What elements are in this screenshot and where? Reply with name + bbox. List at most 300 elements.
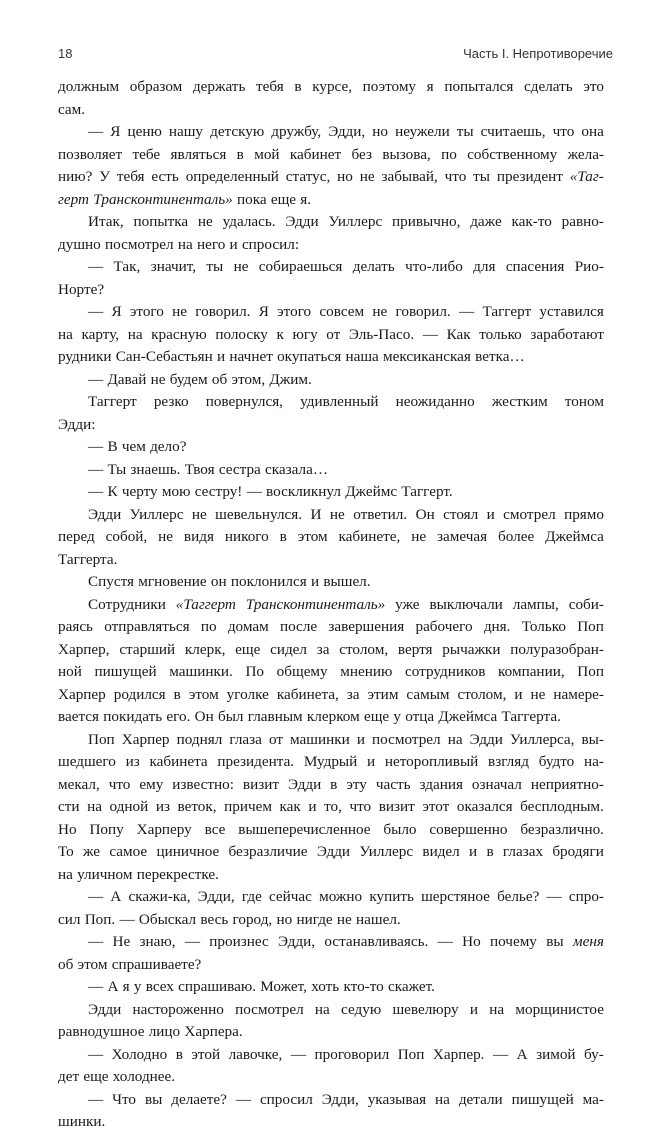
word: герт (58, 190, 90, 208)
word: Я (111, 303, 122, 320)
word: Таггерт (88, 393, 137, 410)
word: что (349, 798, 372, 815)
text-line (58, 976, 604, 999)
word: мексиканская (383, 348, 471, 365)
word: взгляд (488, 753, 529, 770)
word: образом (129, 78, 183, 95)
word: сказала… (265, 460, 329, 478)
text-line (58, 256, 604, 279)
word: намере- (553, 685, 604, 703)
word: не (191, 505, 207, 523)
word: шевельнулся. (215, 505, 303, 523)
word: этом, (231, 370, 266, 388)
word: спрашиваю. (178, 978, 257, 995)
word: на (435, 1090, 450, 1108)
word: считаешь, (480, 123, 546, 140)
word: но (337, 168, 353, 185)
word: ответил. (353, 505, 408, 523)
word: в (173, 685, 181, 703)
word: кабинете, (338, 528, 401, 545)
word: указывая (367, 1090, 427, 1108)
word: — (290, 1045, 307, 1063)
word: известно: (172, 775, 234, 793)
word: и (217, 348, 226, 365)
word: на (127, 325, 143, 343)
word: посмотрел (105, 235, 174, 253)
word: не (359, 168, 375, 185)
word: более (498, 528, 535, 545)
word: — (184, 933, 200, 950)
word: проговорил (314, 1045, 390, 1063)
word: тебя (256, 78, 284, 95)
word: неожиданно (395, 393, 475, 410)
word: но (276, 910, 293, 928)
text-line (58, 189, 604, 212)
word: тебя (116, 168, 145, 185)
word: не (172, 303, 187, 320)
word: Только (521, 618, 566, 635)
word: безразличие (228, 843, 308, 860)
word: машинки. (169, 663, 233, 680)
word: душно (58, 235, 101, 253)
word: спросил (259, 1090, 313, 1108)
word: Ты (107, 460, 127, 478)
word: на (314, 1000, 330, 1018)
word: не (150, 370, 166, 388)
word: детали (458, 1090, 503, 1108)
text-line (58, 796, 604, 819)
word: морщинистое (515, 1000, 604, 1018)
word: хоть (311, 978, 340, 995)
page-number: 18 (58, 46, 73, 61)
word: пишущей (94, 663, 157, 680)
word: — (437, 933, 453, 950)
word: и (229, 235, 238, 253)
text-line (58, 954, 604, 977)
word: не (158, 528, 174, 545)
word: равнодушное (58, 1023, 145, 1040)
word: на (447, 730, 463, 748)
text-line (58, 1066, 604, 1089)
word: бу- (584, 1045, 604, 1063)
word: для (473, 258, 496, 275)
word: визит (242, 775, 279, 793)
word: Эдди (285, 213, 319, 230)
word: неторопливый (384, 753, 479, 770)
word: Уиллерс (359, 843, 414, 860)
word: сидел (270, 640, 307, 658)
word: все (204, 820, 226, 838)
word: часть (375, 775, 411, 793)
word: дело? (150, 438, 187, 455)
word: шедшего (58, 753, 116, 770)
word: без (351, 145, 372, 163)
word: поэтому (362, 78, 417, 95)
word: Поп (577, 618, 604, 635)
word: выключали (429, 595, 503, 613)
word: Норте? (58, 280, 105, 298)
word: сотрудников (405, 663, 486, 680)
word: веток, (177, 798, 217, 815)
text-line (58, 661, 604, 684)
word: значит, (150, 258, 197, 275)
word: видел (422, 843, 460, 860)
word: собой, (105, 528, 148, 545)
word: оказался (456, 798, 513, 815)
word: мой (254, 145, 280, 163)
word: — (88, 1045, 104, 1063)
text-line (58, 414, 604, 437)
word: будто (538, 753, 575, 770)
word: — (492, 1045, 509, 1063)
word: этом (188, 685, 219, 703)
word: циничное (156, 843, 220, 860)
word: будем (169, 370, 208, 388)
word: то, (324, 798, 342, 815)
word: тоном (564, 393, 604, 410)
word: нию? (58, 168, 93, 185)
word: столом, (339, 640, 389, 658)
word: черту (121, 483, 158, 500)
word: И (310, 505, 322, 523)
word: не (411, 528, 427, 545)
word: бесплодным. (520, 798, 604, 815)
word: должным (58, 78, 120, 95)
word: неужели (395, 123, 450, 140)
word: к (276, 325, 284, 343)
word: я (122, 978, 130, 995)
word: Таггерт. (401, 483, 453, 500)
word: у (393, 708, 402, 725)
word: «Таг- (569, 168, 604, 185)
word: жестким (491, 393, 548, 410)
word: жела- (567, 145, 604, 163)
word: произнес (209, 933, 269, 950)
word: Я (258, 303, 269, 320)
word: кабинета (149, 753, 208, 770)
word: причем (224, 798, 272, 815)
word: Харпер (121, 730, 170, 748)
word: скажет. (388, 978, 435, 995)
word: но (372, 123, 389, 140)
word: неприятно- (530, 775, 604, 793)
word: где (241, 888, 262, 905)
word: А (516, 1045, 528, 1063)
word: — (88, 933, 104, 950)
word: посмотрел (372, 730, 441, 748)
word: одной (109, 798, 149, 815)
text-line (58, 729, 604, 752)
word: кто-то (343, 978, 384, 995)
word: По (245, 663, 265, 680)
word: в (175, 1045, 183, 1063)
word: не (336, 910, 352, 928)
word: не (372, 303, 388, 320)
word: этом (297, 528, 328, 545)
word: — (458, 303, 475, 320)
text-line (58, 436, 604, 459)
word: знаешь. (130, 460, 181, 478)
text-line (58, 819, 604, 842)
word: Эдди: (58, 415, 96, 433)
word: держать (192, 78, 246, 95)
word: купить (369, 888, 414, 905)
word: всех (145, 978, 174, 995)
word: — (235, 1090, 252, 1108)
word: сделать (524, 78, 573, 95)
text-line (58, 279, 604, 302)
word: Поп (88, 730, 115, 748)
word: Обыскал (138, 910, 197, 928)
word: здания (419, 775, 463, 793)
text-line (58, 886, 604, 909)
word: настороженно (132, 1000, 224, 1018)
word: что (444, 168, 467, 185)
word: делать (352, 258, 395, 275)
word: было (383, 820, 417, 838)
word: еще (363, 708, 390, 725)
text-line (58, 774, 604, 797)
word: дет (58, 1068, 80, 1085)
word: мекал, (58, 775, 100, 793)
text-line (58, 526, 604, 549)
word: Твоя (184, 460, 215, 478)
word: визит (378, 798, 415, 815)
word: стоял (443, 505, 479, 523)
word: югу (292, 325, 318, 343)
text-line (58, 864, 604, 887)
text-line (58, 99, 604, 122)
word: мнению (340, 663, 393, 680)
word: поднял (176, 730, 223, 748)
word: Харпер. (432, 1045, 485, 1063)
word: покидать (103, 708, 163, 725)
word: шинки. (58, 1113, 106, 1130)
word: Трансконтиненталь» (245, 595, 386, 613)
word: бродяги (552, 843, 604, 860)
word: кабинет (289, 145, 342, 163)
word: говорил. (195, 303, 251, 320)
word: как (279, 798, 301, 815)
word: удивленный (300, 393, 379, 410)
word: являться (170, 145, 227, 163)
word: мгновение (138, 573, 207, 590)
word: рабочего (415, 618, 473, 635)
word: сестру! (194, 483, 243, 500)
word: еще (235, 640, 261, 658)
word: Мудрый (303, 753, 358, 770)
word: замечая (437, 528, 488, 545)
word: машинки (290, 730, 350, 748)
word: родился (113, 685, 166, 703)
word: и (486, 505, 495, 523)
word: забывай, (381, 168, 438, 185)
word: завершения (328, 618, 405, 635)
word: меня (572, 933, 604, 950)
word: Холодно (111, 1045, 168, 1063)
word: — (422, 325, 438, 343)
word: что (108, 775, 131, 793)
word: сам. (58, 100, 86, 118)
word: Эдди (469, 730, 503, 748)
running-header (58, 40, 613, 64)
word: вышел. (323, 573, 371, 590)
text-line (58, 594, 604, 617)
word: — (88, 483, 104, 500)
word: поклонился (230, 573, 307, 590)
word: совершенно (429, 820, 508, 838)
word: в (236, 145, 244, 163)
word: нашу (168, 123, 204, 140)
word: нашел. (356, 910, 401, 928)
word: был (217, 708, 244, 725)
word: привычно, (392, 213, 461, 230)
word: клерк, (184, 640, 226, 658)
word: Как (446, 325, 471, 343)
word: Эдди (88, 1000, 122, 1018)
text-line (58, 346, 604, 369)
word: компании, (498, 663, 565, 680)
word: ты (473, 168, 491, 185)
word: определенный (185, 168, 279, 185)
word: равно- (561, 213, 604, 230)
word: Таггерта. (501, 708, 561, 725)
word: Я (110, 123, 121, 140)
word: удалась. (222, 213, 276, 230)
word: чем (121, 438, 146, 455)
word: А (107, 978, 119, 995)
word: А (110, 888, 122, 905)
word: него (196, 235, 226, 253)
text-line (58, 391, 604, 414)
text-line (58, 481, 604, 504)
word: скажи-ка, (128, 888, 191, 905)
word: собираешься (258, 258, 343, 275)
word: этого (129, 303, 164, 320)
word: полуразобран- (510, 640, 604, 658)
word: воскликнул (266, 483, 341, 500)
word: спро- (568, 888, 604, 905)
word: даже (470, 213, 502, 230)
word: Так, (113, 258, 141, 275)
text-line (58, 166, 604, 189)
text-line (58, 1111, 604, 1134)
word: Но (58, 820, 77, 838)
text-line (58, 639, 604, 662)
word: президента. (217, 753, 295, 770)
word: можно (319, 888, 363, 905)
word: — (88, 888, 104, 905)
word: как-то (511, 213, 552, 230)
word: собственному (467, 145, 558, 163)
word: же (83, 843, 101, 860)
word: еще (83, 1068, 109, 1085)
word: К (107, 483, 118, 500)
word: Но (462, 933, 481, 950)
word: спросил: (241, 235, 300, 253)
word: — (88, 258, 104, 275)
word: Сан-Себастьян (115, 348, 213, 365)
word: на (87, 798, 102, 815)
word: за (316, 640, 330, 658)
word: кабинета, (276, 685, 339, 703)
word: он (210, 573, 227, 590)
word: что-либо (405, 258, 463, 275)
word: уличном (77, 865, 133, 883)
word: лампы, (512, 595, 559, 613)
word: начнет (229, 348, 273, 365)
word: и (308, 798, 317, 815)
word: Сотрудники (88, 595, 166, 613)
running-title: Часть I. Непротиворечие (463, 46, 613, 61)
word: Он (415, 505, 435, 523)
word: совсем (319, 303, 365, 320)
word: мою (161, 483, 191, 500)
word: — (88, 978, 104, 995)
word: никого (224, 528, 269, 545)
text-line (58, 324, 604, 347)
word: этом (77, 955, 108, 973)
word: Что (112, 1090, 137, 1108)
word: прямо (564, 505, 604, 523)
word: и (469, 843, 478, 860)
text-line (58, 706, 604, 729)
word: пишущей (511, 1090, 574, 1108)
word: — (119, 910, 135, 928)
word: «Таггерт (175, 595, 236, 613)
word: перед (58, 528, 95, 545)
word: не (530, 685, 546, 703)
word: ты (206, 258, 224, 275)
word: на (58, 325, 73, 343)
word: город, (232, 910, 273, 928)
word: сейчас (269, 888, 312, 905)
word: делаете? (171, 1090, 227, 1108)
word: окупаться (277, 348, 342, 365)
word: — (88, 438, 104, 455)
word: еще (270, 190, 297, 208)
word: Эль-Пасо. (348, 325, 415, 343)
word: позволяет (58, 145, 123, 163)
word: ма- (582, 1090, 604, 1108)
word: раясь (58, 618, 93, 635)
word: Таггерт (482, 303, 532, 320)
word: зимой (536, 1045, 576, 1063)
text-line (58, 751, 604, 774)
word: эту (346, 775, 367, 793)
word: пока (236, 190, 267, 208)
text-line (58, 121, 604, 144)
word: в (330, 775, 338, 793)
word: клерком (306, 708, 360, 725)
word: я. (300, 190, 312, 208)
word: дня. (483, 618, 511, 635)
word: сестра (218, 460, 261, 478)
word: спасения (505, 258, 565, 275)
text-line (58, 1089, 604, 1112)
word: белье? (497, 888, 540, 905)
word: в (279, 528, 287, 545)
word: по (200, 618, 217, 635)
text-line (58, 504, 604, 527)
word: уставился (539, 303, 604, 320)
word: уголке (226, 685, 269, 703)
word: полоску (215, 325, 268, 343)
word: после (279, 618, 318, 635)
word: в (294, 78, 302, 95)
word: останавливаясь. (324, 933, 429, 950)
word: Не (112, 933, 131, 950)
